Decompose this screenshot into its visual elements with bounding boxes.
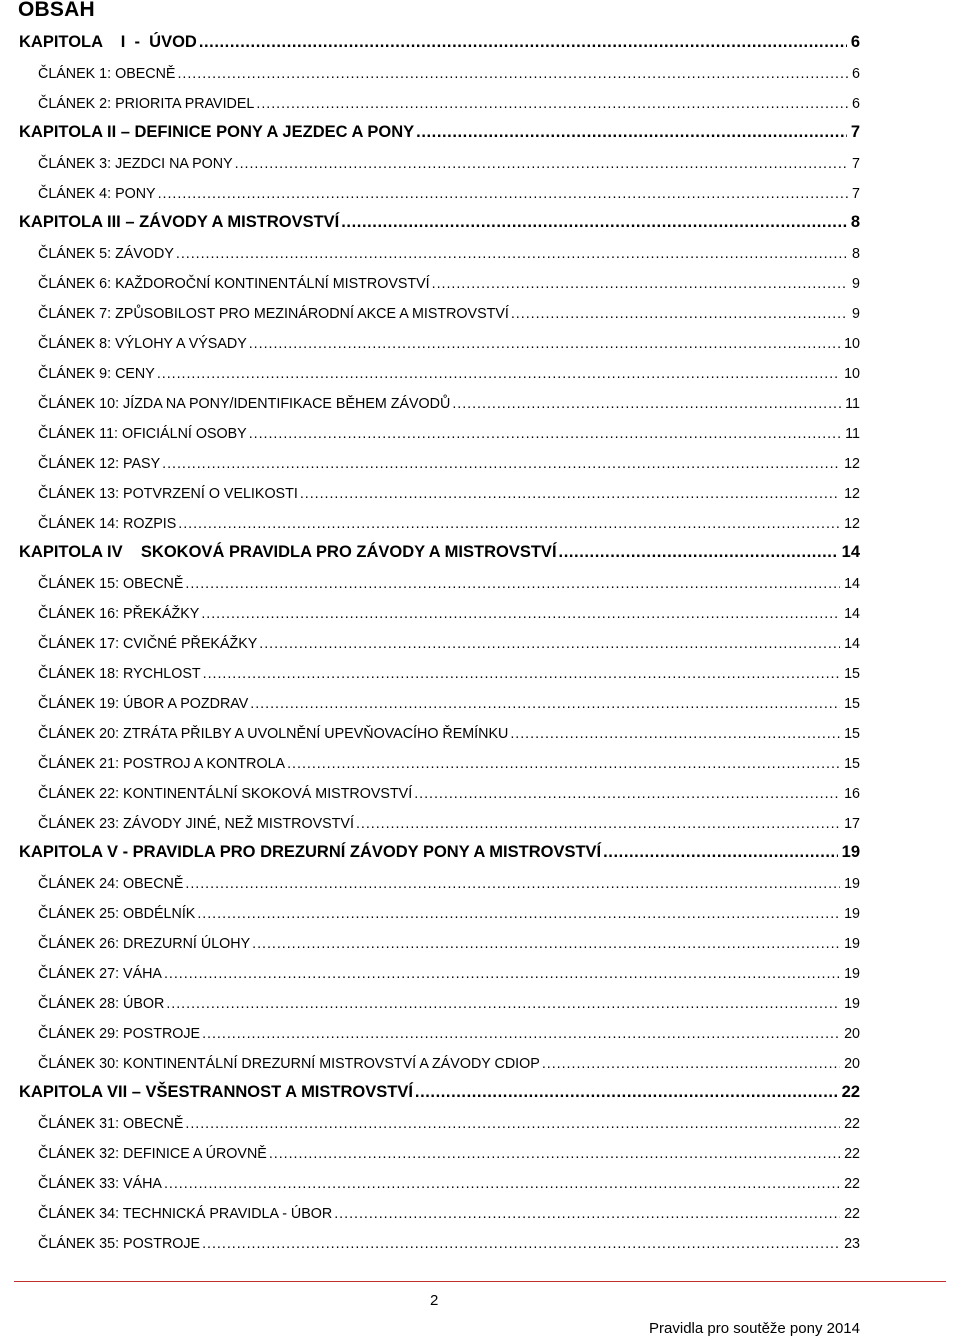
toc-entry-title: ČLÁNEK 27: VÁHA [38, 966, 162, 982]
toc-entry-title: ČLÁNEK 8: VÝLOHY A VÝSADY [38, 336, 247, 352]
toc-entry-title: ČLÁNEK 23: ZÁVODY JINÉ, NEŽ MISTROVSTVÍ [38, 816, 354, 832]
toc-entry-title: ČLÁNEK 20: ZTRÁTA PŘILBY A UVOLNĚNÍ UPEVŇOVACÍHO ŘEMÍNKU [38, 726, 509, 742]
toc-article-entry[interactable] [0, 686, 960, 712]
toc-entry-title: KAPITOLA IV SKOKOVÁ PRAVIDLA PRO ZÁVODY A MISTROVSTVÍ [19, 543, 557, 561]
toc-entry-page: 14 [841, 543, 860, 561]
toc-entry-page: 7 [852, 186, 860, 202]
dot-leader [201, 606, 840, 622]
dot-leader [287, 756, 840, 772]
toc-chapter-entry[interactable] [0, 1076, 960, 1102]
toc-entry-page: 12 [844, 516, 860, 532]
toc-entry-page: 14 [844, 636, 860, 652]
footer-title: Pravidla pro soutěže pony 2014 [649, 1320, 860, 1337]
toc-article-entry[interactable] [0, 56, 960, 82]
toc-article-entry[interactable] [0, 716, 960, 742]
toc-entry-page: 14 [844, 606, 860, 622]
toc-entry-page: 6 [852, 96, 860, 112]
toc-entry-title: ČLÁNEK 25: OBDÉLNÍK [38, 906, 196, 922]
dot-leader [559, 543, 838, 562]
toc-heading: OBSAH [18, 0, 95, 21]
toc-article-entry[interactable] [0, 776, 960, 802]
dot-leader [415, 1083, 838, 1102]
dot-leader [341, 213, 847, 232]
toc-chapter-entry[interactable] [0, 836, 960, 862]
toc-entry-page: 19 [844, 906, 860, 922]
toc-article-entry[interactable] [0, 1106, 960, 1132]
toc-entry-title: ČLÁNEK 24: OBECNĚ [38, 876, 184, 892]
toc-entry-page: 22 [841, 1083, 860, 1101]
toc-entry-page: 6 [850, 33, 860, 51]
toc-entry-page: 6 [852, 66, 860, 82]
toc-entry-page: 9 [852, 306, 860, 322]
toc-chapter-entry[interactable] [0, 116, 960, 142]
dot-leader [259, 636, 840, 652]
toc-article-entry[interactable] [0, 326, 960, 352]
toc-article-entry[interactable] [0, 1166, 960, 1192]
toc-entry-page: 11 [845, 396, 860, 412]
dot-leader [603, 843, 838, 862]
toc-entry-page: 15 [844, 726, 860, 742]
toc-article-entry[interactable] [0, 1046, 960, 1072]
toc-entry-title: ČLÁNEK 6: KAŽDOROČNÍ KONTINENTÁLNÍ MISTROVSTVÍ [38, 276, 430, 292]
dot-leader [202, 1236, 840, 1252]
toc-entry-title: ČLÁNEK 29: POSTROJE [38, 1026, 201, 1042]
toc-chapter-entry[interactable] [0, 206, 960, 232]
toc-entry-title: ČLÁNEK 15: OBECNĚ [38, 576, 184, 592]
toc-entry-title: ČLÁNEK 12: PASY [38, 456, 161, 472]
toc-article-entry[interactable] [0, 86, 960, 112]
toc-article-entry[interactable] [0, 446, 960, 472]
dot-leader [185, 1116, 840, 1132]
toc-entry-page: 15 [844, 666, 860, 682]
toc-entry-title: KAPITOLA III – ZÁVODY A MISTROVSTVÍ [19, 213, 340, 231]
toc-entry-page: 20 [844, 1026, 860, 1042]
toc-entry-title: KAPITOLA I - ÚVOD [19, 33, 197, 51]
toc-entry-title: ČLÁNEK 21: POSTROJ A KONTROLA [38, 756, 286, 772]
toc-entry-page: 15 [844, 756, 860, 772]
dot-leader [356, 816, 840, 832]
dot-leader [166, 996, 840, 1012]
toc-article-entry[interactable] [0, 176, 960, 202]
dot-leader [185, 576, 840, 592]
toc-entry-page: 20 [844, 1056, 860, 1072]
dot-leader [269, 1146, 840, 1162]
toc-chapter-entry[interactable] [0, 536, 960, 562]
toc-entry-page: 19 [844, 876, 860, 892]
toc-entry-title: ČLÁNEK 14: ROZPIS [38, 516, 177, 532]
toc-article-entry[interactable] [0, 986, 960, 1012]
toc-entry-title: ČLÁNEK 35: POSTROJE [38, 1236, 201, 1252]
toc-entry-page: 8 [852, 246, 860, 262]
toc-entry-title: ČLÁNEK 34: TECHNICKÁ PRAVIDLA - ÚBOR [38, 1206, 333, 1222]
toc-entry-title: ČLÁNEK 32: DEFINICE A ÚROVNĚ [38, 1146, 267, 1162]
toc-entry-title: KAPITOLA II – DEFINICE PONY A JEZDEC A PONY [19, 123, 415, 141]
toc-article-entry[interactable] [0, 266, 960, 292]
toc-entry-title: ČLÁNEK 22: KONTINENTÁLNÍ SKOKOVÁ MISTROVSTVÍ [38, 786, 413, 802]
toc-article-entry[interactable] [0, 146, 960, 172]
toc-entry-page: 10 [844, 366, 860, 382]
toc-article-entry[interactable] [0, 656, 960, 682]
toc-article-entry[interactable] [0, 806, 960, 832]
footer-divider [14, 1281, 946, 1282]
toc-entry-page: 22 [844, 1116, 860, 1132]
toc-entry-title: ČLÁNEK 10: JÍZDA NA PONY/IDENTIFIKACE BĚHEM ZÁVODŮ [38, 396, 451, 412]
dot-leader [177, 66, 848, 82]
toc-entry-page: 17 [844, 816, 860, 832]
toc-entry-page: 12 [844, 486, 860, 502]
toc-chapter-entry[interactable] [0, 26, 960, 52]
toc-article-entry[interactable] [0, 416, 960, 442]
toc-article-entry[interactable] [0, 566, 960, 592]
toc-article-entry[interactable] [0, 296, 960, 322]
toc-entry-page: 12 [844, 456, 860, 472]
dot-leader [256, 96, 848, 112]
dot-leader [178, 516, 840, 532]
dot-leader [511, 306, 848, 322]
dot-leader [185, 876, 840, 892]
toc-article-entry[interactable] [0, 866, 960, 892]
toc-article-entry[interactable] [0, 1196, 960, 1222]
toc-entry-page: 15 [844, 696, 860, 712]
dot-leader [157, 366, 840, 382]
dot-leader [252, 936, 840, 952]
toc-entry-page: 22 [844, 1146, 860, 1162]
dot-leader [249, 426, 841, 442]
dot-leader [416, 123, 847, 142]
dot-leader [510, 726, 840, 742]
toc-article-entry[interactable] [0, 926, 960, 952]
toc-article-entry[interactable] [0, 236, 960, 262]
dot-leader [432, 276, 848, 292]
toc-entry-page: 23 [844, 1236, 860, 1252]
dot-leader [249, 336, 840, 352]
toc-entry-page: 14 [844, 576, 860, 592]
toc-entry-title: ČLÁNEK 13: POTVRZENÍ O VELIKOSTI [38, 486, 298, 502]
toc-article-entry[interactable] [0, 746, 960, 772]
toc-entry-title: ČLÁNEK 3: JEZDCI NA PONY [38, 156, 233, 172]
toc-article-entry[interactable] [0, 506, 960, 532]
toc-entry-title: KAPITOLA V - PRAVIDLA PRO DREZURNÍ ZÁVODY PONY A MISTROVSTVÍ [19, 843, 602, 861]
toc-article-entry[interactable] [0, 1016, 960, 1042]
toc-entry-title: ČLÁNEK 4: PONY [38, 186, 156, 202]
toc-entry-page: 7 [850, 123, 860, 141]
dot-leader [300, 486, 840, 502]
toc-entry-page: 19 [844, 966, 860, 982]
toc-article-entry[interactable] [0, 1226, 960, 1252]
toc-entry-page: 10 [844, 336, 860, 352]
dot-leader [197, 906, 840, 922]
toc-entry-title: ČLÁNEK 2: PRIORITA PRAVIDEL [38, 96, 255, 112]
toc-entry-title: ČLÁNEK 17: CVIČNÉ PŘEKÁŽKY [38, 636, 258, 652]
toc-entry-title: ČLÁNEK 16: PŘEKÁŽKY [38, 606, 200, 622]
toc-entry-title: ČLÁNEK 19: ÚBOR A POZDRAV [38, 696, 249, 712]
toc-entry-title: ČLÁNEK 28: ÚBOR [38, 996, 165, 1012]
toc-article-entry[interactable] [0, 956, 960, 982]
dot-leader [158, 186, 848, 202]
dot-leader [162, 456, 840, 472]
dot-leader [250, 696, 840, 712]
dot-leader [164, 1176, 840, 1192]
dot-leader [235, 156, 848, 172]
toc-entry-title: ČLÁNEK 1: OBECNĚ [38, 66, 176, 82]
toc-article-entry[interactable] [0, 1136, 960, 1162]
toc-entry-title: ČLÁNEK 26: DREZURNÍ ÚLOHY [38, 936, 251, 952]
toc-entry-page: 19 [844, 996, 860, 1012]
dot-leader [176, 246, 848, 262]
toc-entry-page: 9 [852, 276, 860, 292]
toc-article-entry[interactable] [0, 896, 960, 922]
page-number: 2 [430, 1292, 439, 1309]
toc-entry-title: ČLÁNEK 30: KONTINENTÁLNÍ DREZURNÍ MISTROVSTVÍ A ZÁVODY CDIOP [38, 1056, 540, 1072]
toc-entry-title: ČLÁNEK 18: RYCHLOST [38, 666, 201, 682]
dot-leader [452, 396, 841, 412]
toc-article-entry[interactable] [0, 626, 960, 652]
toc-article-entry[interactable] [0, 596, 960, 622]
dot-leader [334, 1206, 840, 1222]
dot-leader [202, 1026, 840, 1042]
dot-leader [414, 786, 840, 802]
toc-entry-page: 19 [844, 936, 860, 952]
toc-entry-page: 16 [844, 786, 860, 802]
toc-entry-title: ČLÁNEK 5: ZÁVODY [38, 246, 174, 262]
toc-entry-page: 8 [850, 213, 860, 231]
toc-article-entry[interactable] [0, 386, 960, 412]
toc-entry-title: ČLÁNEK 11: OFICIÁLNÍ OSOBY [38, 426, 247, 442]
toc-article-entry[interactable] [0, 356, 960, 382]
toc-entry-page: 19 [841, 843, 860, 861]
dot-leader [164, 966, 840, 982]
toc-entry-title: ČLÁNEK 33: VÁHA [38, 1176, 162, 1192]
toc-entry-title: ČLÁNEK 31: OBECNĚ [38, 1116, 184, 1132]
toc-entry-title: ČLÁNEK 7: ZPŮSOBILOST PRO MEZINÁRODNÍ AKCE A MISTROVSTVÍ [38, 306, 509, 322]
dot-leader [199, 33, 847, 52]
dot-leader [203, 666, 840, 682]
toc-entry-page: 22 [844, 1206, 860, 1222]
toc-entry-title: KAPITOLA VII – VŠESTRANNOST A MISTROVSTVÍ [19, 1083, 413, 1101]
toc-article-entry[interactable] [0, 476, 960, 502]
toc-entry-page: 11 [845, 426, 860, 442]
dot-leader [542, 1056, 840, 1072]
toc-entry-title: ČLÁNEK 9: CENY [38, 366, 155, 382]
toc-entry-page: 7 [852, 156, 860, 172]
toc-entry-page: 22 [844, 1176, 860, 1192]
